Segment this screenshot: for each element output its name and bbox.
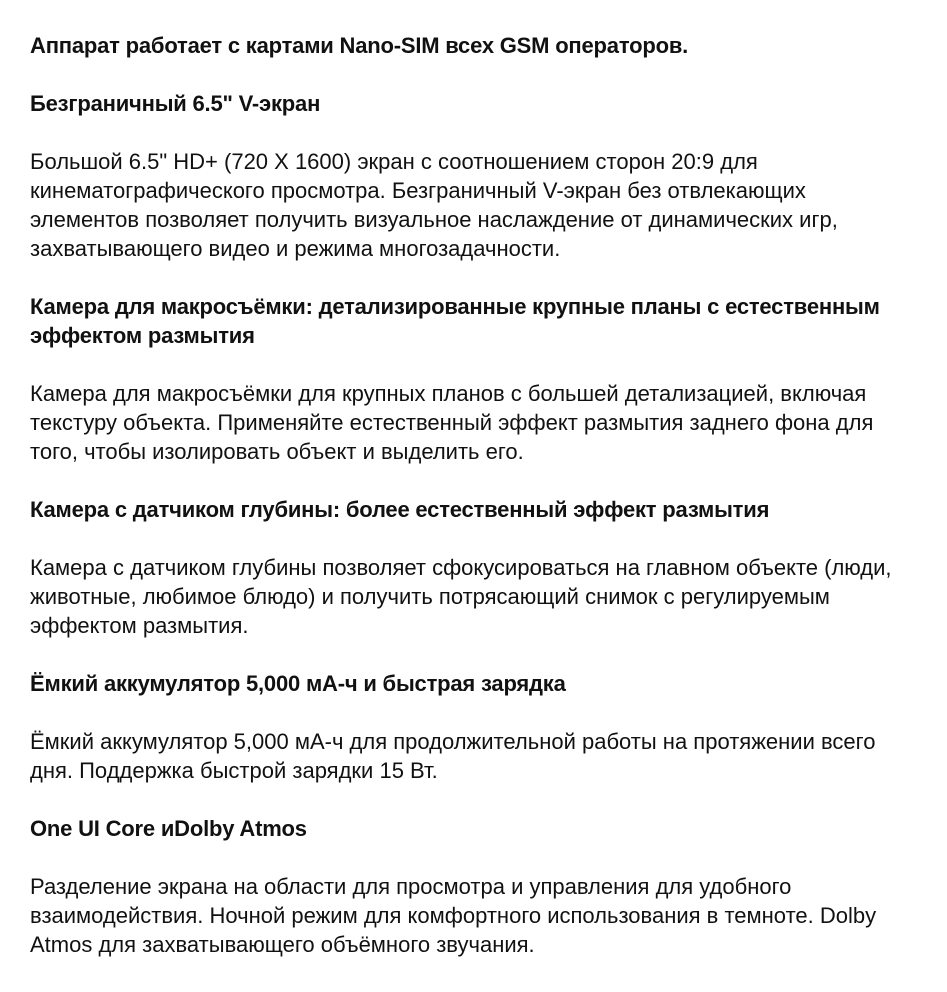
section-text-battery: Ёмкий аккумулятор 5,000 мА-ч для продолжительной работы на протяжении всего дня. Поддержка быстрой зарядки 15 Вт. <box>30 729 876 783</box>
section-text-screen: Большой 6.5" HD+ (720 X 1600) экран с соотношением сторон 20:9 для кинематографического просмотра. Безграничный V-экран без отвлекающих элементов позволяет получить визуальное наслаждение от динамических игр, захватывающего видео и режима многозадачности. <box>30 149 838 261</box>
section-text-oneui-dolby: Разделение экрана на области для просмотра и управления для удобного взаимодействия. Ночной режим для комфортного использования в темноте. Dolby Atmos для захватывающего объёмного звучания. <box>30 874 877 957</box>
intro-text: Аппарат работает с картами Nano-SIM всех GSM операторов. <box>30 33 689 58</box>
section-heading-screen: Безграничный 6.5" V-экран <box>30 91 321 116</box>
section-heading-depth-camera: Камера с датчиком глубины: более естественный эффект размытия <box>30 497 770 522</box>
section-heading-oneui-dolby: One UI Core иDolby Atmos <box>30 816 307 841</box>
section-heading-macro-camera: Камера для макросъёмки: детализированные крупные планы с естественным эффектом размытия <box>30 294 880 348</box>
section-text-depth-camera: Камера с датчиком глубины позволяет сфокусироваться на главном объекте (люди, животные, любимое блюдо) и получить потрясающий снимок с регулируемым эффектом размытия. <box>30 555 892 638</box>
section-heading-battery: Ёмкий аккумулятор 5,000 мА-ч и быстрая зарядка <box>30 671 566 696</box>
product-description <box>30 31 910 959</box>
section-text-macro-camera: Камера для макросъёмки для крупных планов с большей детализацией, включая текстуру объекта. Применяйте естественный эффект размытия заднего фона для того, чтобы изолировать объект и выделить его. <box>30 381 874 464</box>
